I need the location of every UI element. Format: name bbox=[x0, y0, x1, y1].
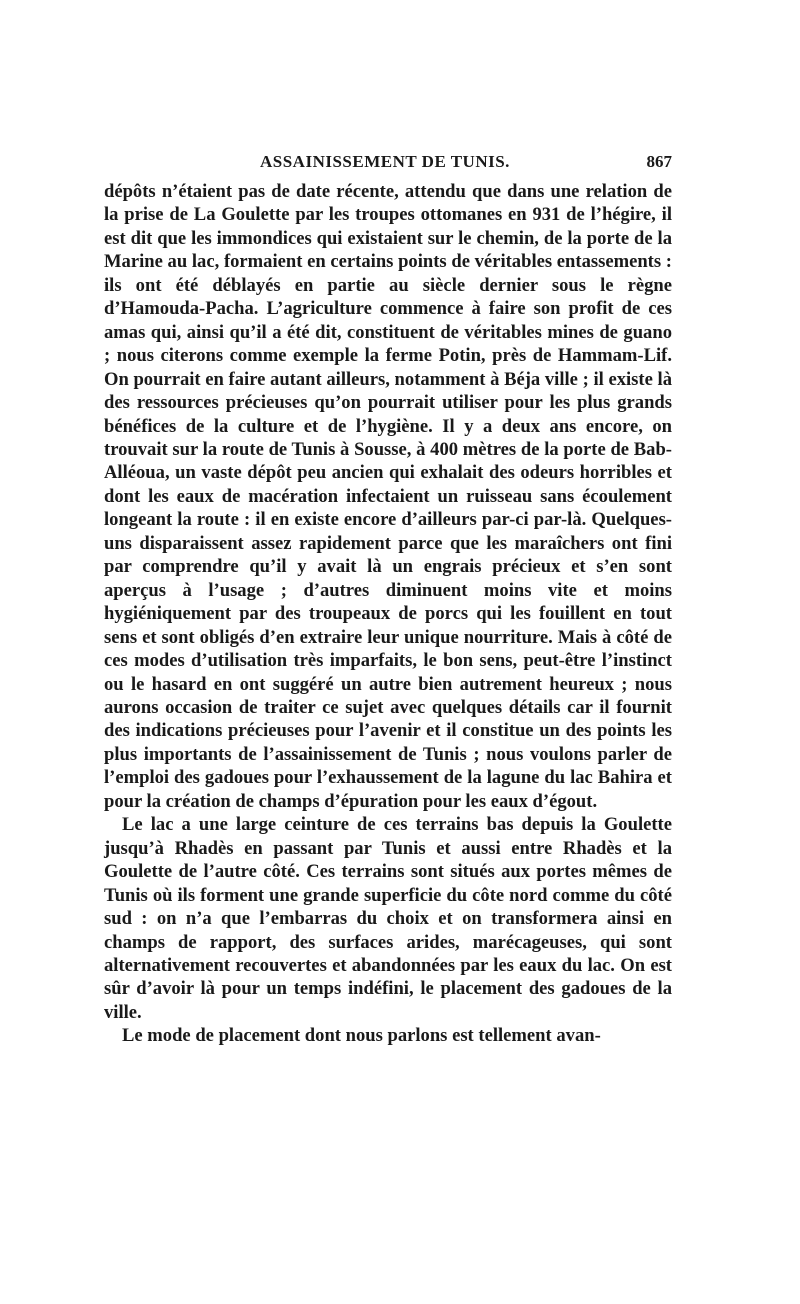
paragraph: Le mode de placement dont nous parlons est tellement avan- bbox=[122, 1025, 601, 1047]
page-number: 867 bbox=[646, 152, 672, 171]
running-head bbox=[104, 150, 672, 180]
paragraph-continued: dépôts n’étaient pas de date récente, attendu que dans une relation de la prise de La Goulette par les troupes ottomanes en 931 de l’hégire, il est dit que les immondices qui existaient sur le chemin, de la porte de la Marine au lac, formaient en certains points de véritables entassements : ils ont été déblayés en partie au siècle dernier sous le règne d’Hamouda-Pacha. L’agriculture commence à faire son profit de ces amas qui, ainsi qu’il a été dit, constituent de véritables mines de guano ; nous citerons comme exemple la ferme Potin, près de Hammam-Lif. On pourrait en faire autant ailleurs, notamment à Béja ville ; il existe là des ressources précieuses qu’on pourrait utiliser pour les plus grands bénéfices de la culture et de l’hygiène. Il y a deux ans encore, on trouvait sur la route de Tunis à Sousse, à 400 mètres de la porte de Bab-Alléoua, un vaste dépôt peu ancien qui exhalait des odeurs horribles et dont les eaux de macération infectaient un ruisseau sans écoulement longeant la route : il en existe encore d’ailleurs par-ci par-là. Quelques-uns disparaissent assez rapidement parce que les maraîchers ont fini par comprendre qu’il y avait là un engrais précieux et s’en sont aperçus à l’usage ; d’autres diminuent moins vite et moins hygiéniquement par des troupeaux de porcs qui les fouillent en tout sens et sont obligés d’en extraire leur unique nourriture. Mais à côté de ces modes d’utilisation très imparfaits, le bon sens, peut-être l’instinct ou le hasard en ont suggéré un autre bien autrement heureux ; nous aurons occasion de traiter ce sujet avec quelques détails car il fournit des indications précieuses pour l’avenir et il constitue un des points les plus importants de l’assainissement de Tunis ; nous voulons parler de l’emploi des gadoues pour l’exhaussement de la lagune du lac Bahira et pour la création de champs d’épuration pour les eaux d’égout. bbox=[104, 181, 672, 812]
book-page bbox=[104, 150, 672, 1048]
running-title: ASSAINISSEMENT DE TUNIS. bbox=[260, 152, 510, 171]
body-text bbox=[104, 180, 672, 1048]
paragraph: Le lac a une large ceinture de ces terrains bas depuis la Goulette jusqu’à Rhadès en passant par Tunis et aussi entre Rhadès et la Goulette de l’autre côté. Ces terrains sont situés aux portes mêmes de Tunis où ils forment une grande superficie du côte nord comme du côté sud : on n’a que l’embarras du choix et on transformera ainsi en champs de rapport, des surfaces arides, marécageuses, qui sont alternativement recouvertes et abandonnées par les eaux du lac. On est sûr d’avoir là pour un temps indéfini, le placement des gadoues de la ville. bbox=[104, 814, 672, 1023]
